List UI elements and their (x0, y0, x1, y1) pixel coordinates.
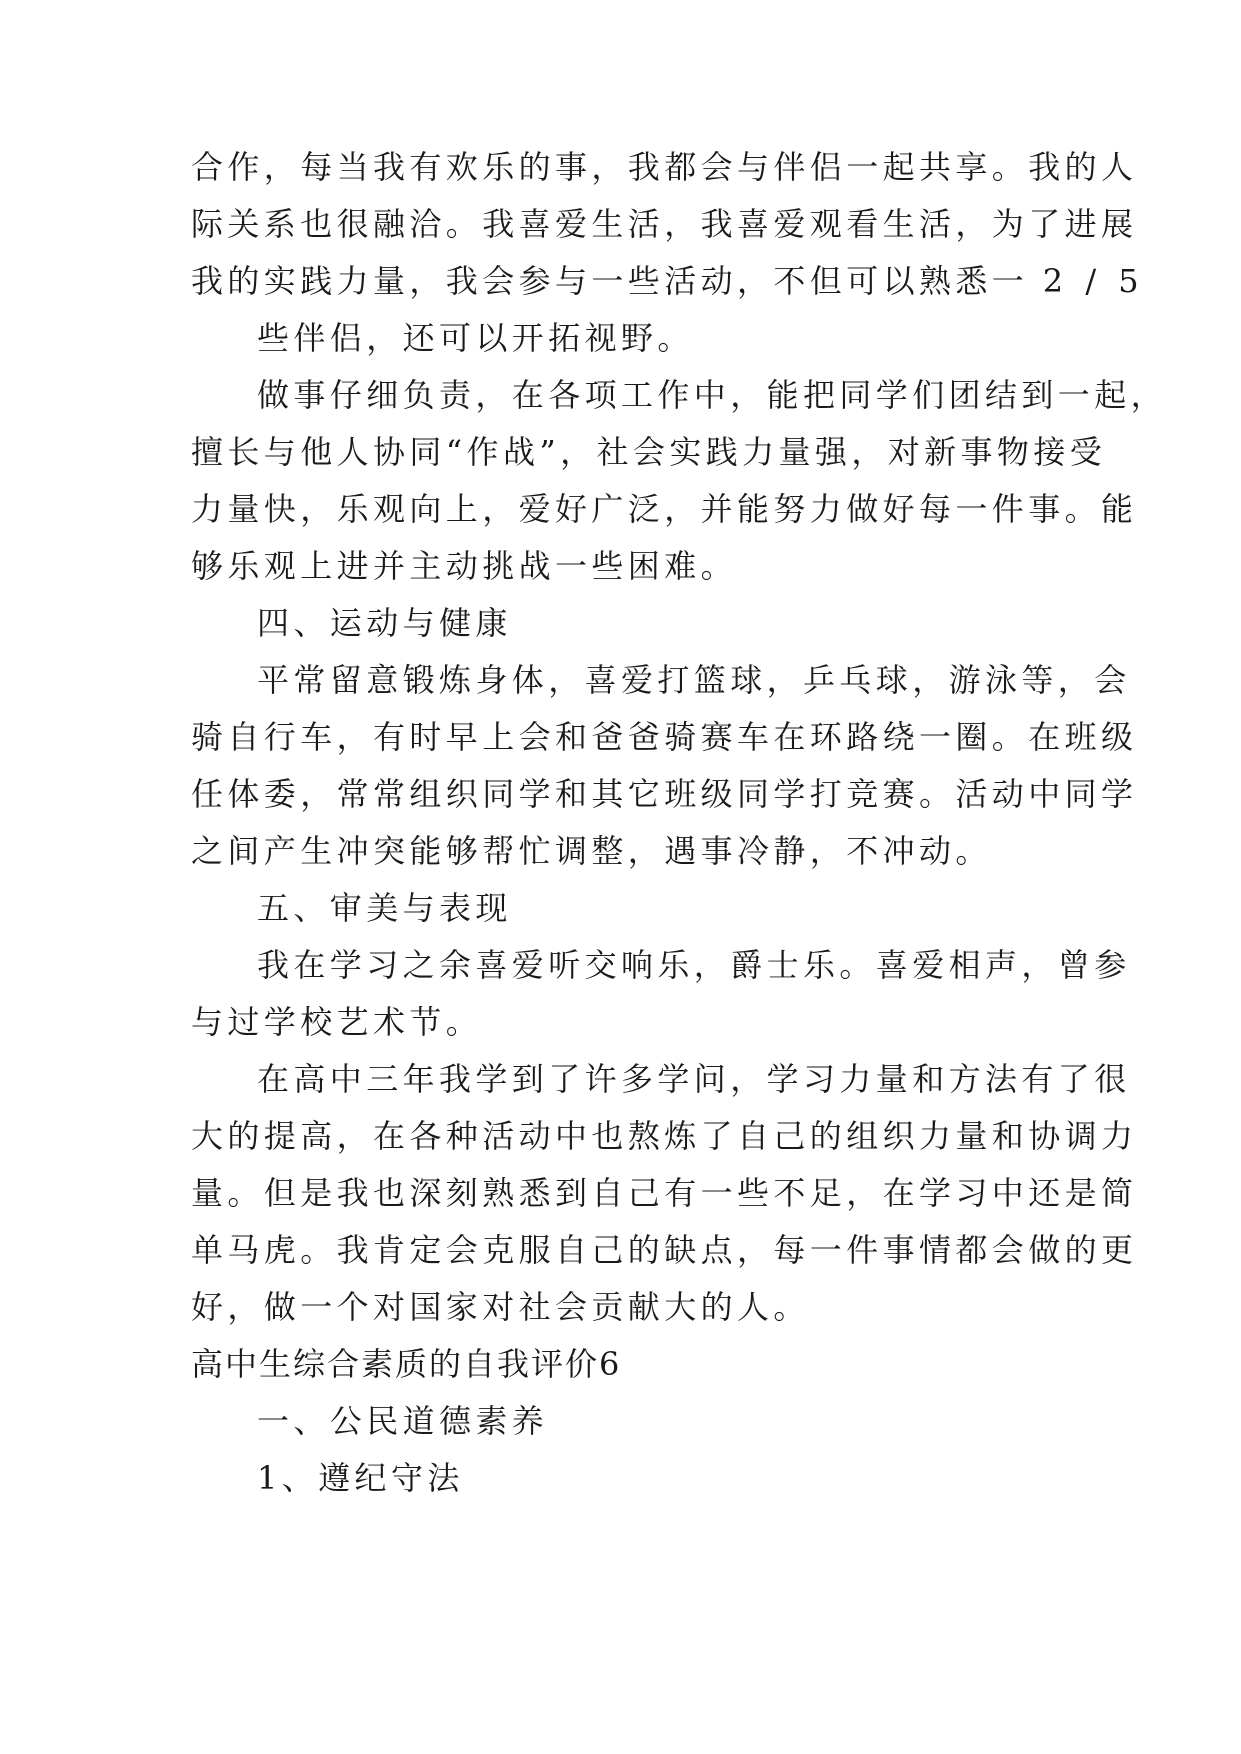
paragraph-line: 之间产生冲突能够帮忙调整，遇事冷静，不冲动。 (191, 832, 992, 870)
page-number: 2 / 5 (1042, 262, 1145, 300)
paragraph-line: 骑自行车，有时早上会和爸爸骑赛车在环路绕一圈。在班级 (191, 718, 1138, 756)
paragraph-line: 单马虎。我肯定会克服自己的缺点，每一件事情都会做的更 (191, 1231, 1138, 1269)
paragraph-line: 与过学校艺术节。 (191, 1003, 483, 1041)
paragraph-line: 在高中三年我学到了许多学问，学习力量和方法有了很 (257, 1060, 1131, 1098)
paragraph-line: 做事仔细负责，在各项工作中，能把同学们团结到一起， (257, 376, 1168, 414)
section-heading: 一、公民道德素养 (257, 1402, 549, 1440)
paragraph-line: 我在学习之余喜爱听交响乐，爵士乐。喜爱相声，曾参 (257, 946, 1131, 984)
paragraph-line: 平常留意锻炼身体，喜爱打篮球，乒乓球，游泳等，会 (257, 661, 1131, 699)
paragraph-line: 些伴侣，还可以开拓视野。 (257, 319, 694, 357)
paragraph-line: 任体委，常常组织同学和其它班级同学打竞赛。活动中同学 (191, 775, 1138, 813)
paragraph-line: 力量快，乐观向上，爱好广泛，并能努力做好每一件事。能 (191, 490, 1138, 528)
paragraph-line (191, 261, 1145, 301)
section-heading: 四、运动与健康 (257, 604, 512, 642)
paragraph-line: 合作，每当我有欢乐的事，我都会与伴侣一起共享。我的人 (191, 148, 1138, 186)
paragraph-line: 际关系也很融洽。我喜爱生活，我喜爱观看生活，为了进展 (191, 205, 1138, 243)
paragraph-line: 量。但是我也深刻熟悉到自己有一些不足，在学习中还是简 (191, 1174, 1138, 1212)
document-title: 高中生综合素质的自我评价6 (191, 1345, 622, 1383)
paragraph-line: 大的提高，在各种活动中也熬炼了自己的组织力量和协调力 (191, 1117, 1138, 1155)
paragraph-line: 够乐观上进并主动挑战一些困难。 (191, 547, 738, 585)
paragraph-line: 好，做一个对国家对社会贡献大的人。 (191, 1288, 810, 1326)
paragraph-line: 擅长与他人协同“作战”，社会实践力量强，对新事物接受 (191, 433, 1107, 471)
subsection-heading: 1、遵纪守法 (257, 1459, 464, 1497)
section-heading: 五、审美与表现 (257, 889, 512, 927)
paragraph-text: 我的实践力量，我会参与一些活动，不但可以熟悉一 (191, 262, 1029, 300)
